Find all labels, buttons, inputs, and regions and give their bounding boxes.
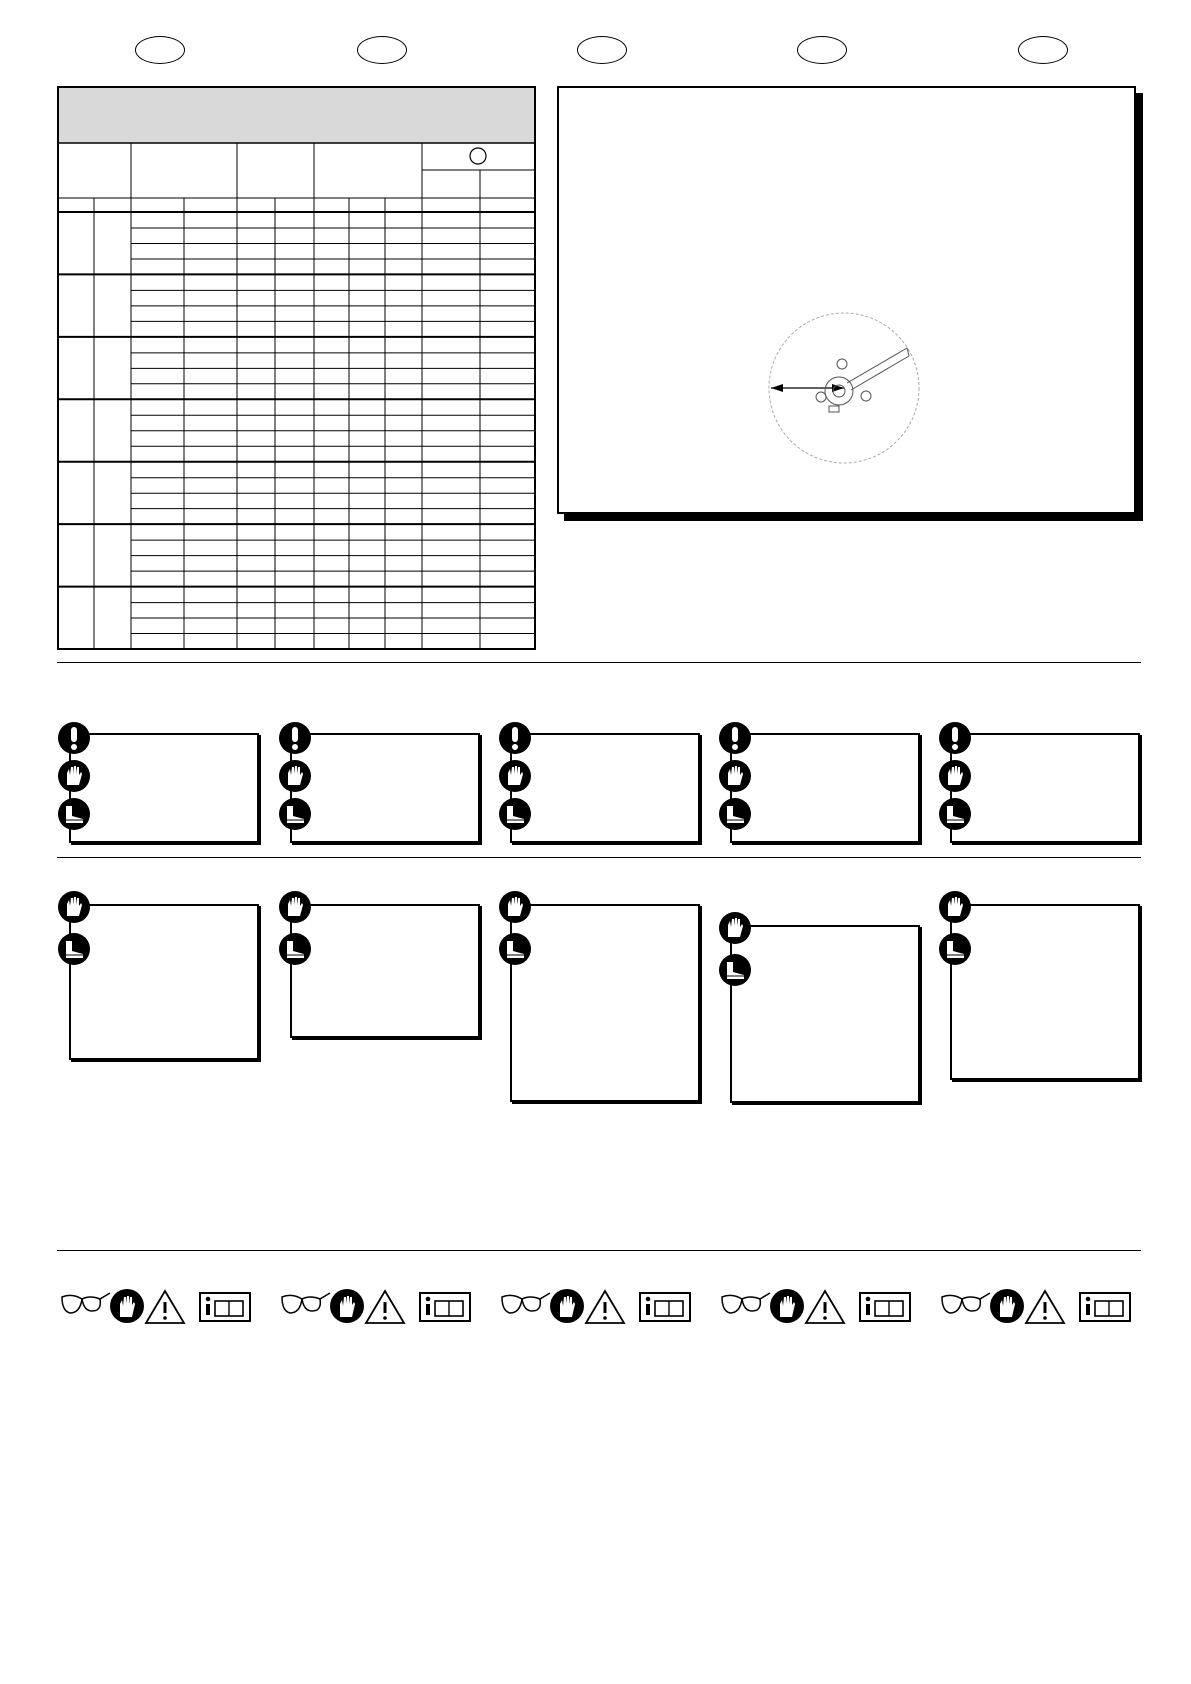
exclamation-icon xyxy=(57,721,91,755)
arrow-head-left xyxy=(771,384,783,392)
safety-boot-icon xyxy=(278,797,312,831)
glove-icon xyxy=(498,759,532,793)
warning-triangle-icon xyxy=(146,1291,184,1323)
safety-boot-icon xyxy=(498,932,532,966)
glove-icon xyxy=(57,759,91,793)
safety-glasses-icon xyxy=(62,1293,110,1313)
exclamation-icon xyxy=(498,721,532,755)
footer-icon-group xyxy=(280,1287,480,1327)
warning-panel xyxy=(950,733,1140,843)
warning-panel xyxy=(730,733,920,843)
safety-glasses-icon xyxy=(722,1293,770,1313)
footer-icon-group xyxy=(500,1287,700,1327)
instruction-panel xyxy=(730,925,920,1103)
glove-icon xyxy=(938,890,972,924)
info-manual-icon xyxy=(420,1293,470,1321)
language-oval-2[interactable] xyxy=(357,36,407,64)
glove-icon xyxy=(278,890,312,924)
glove-icon xyxy=(770,1289,804,1323)
glove-icon xyxy=(990,1289,1024,1323)
rotor-diagram xyxy=(559,88,1134,512)
section-divider-3 xyxy=(57,1250,1141,1251)
language-oval-4[interactable] xyxy=(797,36,847,64)
warning-triangle-icon xyxy=(586,1291,624,1323)
safety-glasses-icon xyxy=(282,1293,330,1313)
glove-icon xyxy=(718,759,752,793)
safety-boot-icon xyxy=(938,797,972,831)
language-oval-5[interactable] xyxy=(1018,36,1068,64)
header-circle-icon xyxy=(470,148,486,164)
language-oval-3[interactable] xyxy=(577,36,627,64)
glove-icon xyxy=(278,759,312,793)
glove-icon xyxy=(330,1289,364,1323)
warning-panel xyxy=(69,733,259,843)
exclamation-icon xyxy=(938,721,972,755)
tool-sketch xyxy=(816,348,909,412)
figure-box xyxy=(557,86,1136,514)
glove-icon xyxy=(550,1289,584,1323)
section-divider-1 xyxy=(57,662,1141,663)
glove-icon xyxy=(718,911,752,945)
spec-table-header-fill xyxy=(59,88,534,143)
warning-triangle-icon xyxy=(1026,1291,1064,1323)
instruction-panel xyxy=(510,904,700,1102)
spec-table-grid xyxy=(57,86,537,652)
instruction-panel xyxy=(290,904,480,1038)
glove-icon xyxy=(57,890,91,924)
exclamation-icon xyxy=(718,721,752,755)
safety-glasses-icon xyxy=(502,1293,550,1313)
safety-boot-icon xyxy=(718,953,752,987)
glove-icon xyxy=(498,890,532,924)
exclamation-icon xyxy=(278,721,312,755)
safety-boot-icon xyxy=(57,797,91,831)
glove-icon xyxy=(110,1289,144,1323)
instruction-panel xyxy=(950,904,1140,1080)
section-divider-2 xyxy=(57,857,1141,858)
safety-boot-icon xyxy=(57,932,91,966)
info-manual-icon xyxy=(640,1293,690,1321)
spec-table xyxy=(57,86,537,652)
instruction-panel xyxy=(69,904,259,1060)
footer-icon-group xyxy=(720,1287,920,1327)
safety-boot-icon xyxy=(718,797,752,831)
warning-panel xyxy=(290,733,480,843)
footer-icon-group xyxy=(60,1287,260,1327)
safety-boot-icon xyxy=(938,932,972,966)
safety-boot-icon xyxy=(278,932,312,966)
language-oval-1[interactable] xyxy=(135,36,185,64)
info-manual-icon xyxy=(860,1293,910,1321)
warning-triangle-icon xyxy=(806,1291,844,1323)
info-manual-icon xyxy=(200,1293,250,1321)
glove-icon xyxy=(938,759,972,793)
warning-panel xyxy=(510,733,700,843)
footer-icon-group xyxy=(940,1287,1140,1327)
warning-triangle-icon xyxy=(366,1291,404,1323)
safety-glasses-icon xyxy=(942,1293,990,1313)
safety-boot-icon xyxy=(498,797,532,831)
spec-table-body-lines xyxy=(58,198,535,649)
info-manual-icon xyxy=(1080,1293,1130,1321)
